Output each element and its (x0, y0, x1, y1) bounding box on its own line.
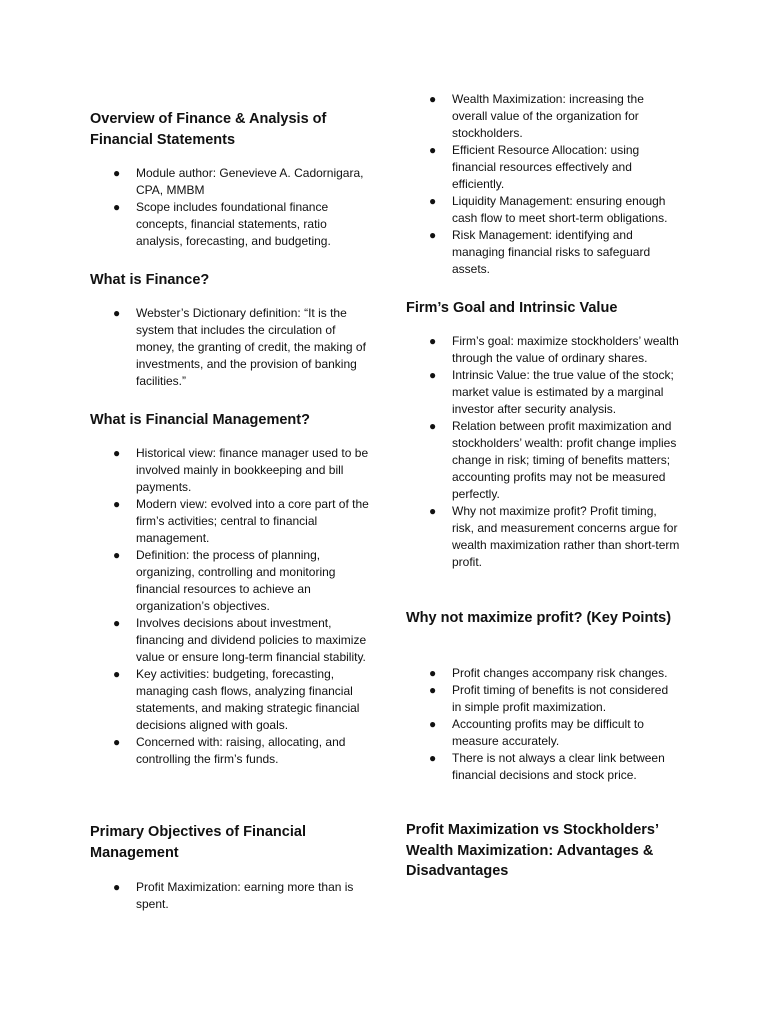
bullet-icon: ● (113, 200, 121, 214)
bullet-icon: ● (113, 306, 121, 320)
bullet-icon: ● (113, 616, 121, 630)
bullet-icon: ● (429, 368, 437, 382)
bullet-icon: ● (113, 166, 121, 180)
why-not-maximize-list (406, 665, 680, 784)
list-item: ● Accounting profits may be difficult to measure accurately. (429, 717, 644, 748)
bullet-icon: ● (429, 683, 437, 697)
bullet-icon: ● (429, 419, 437, 433)
objectives-heading: Primary Objectives of Financial Management (90, 824, 306, 861)
list-item: ● Concerned with: raising, allocating, and controlling the firm’s funds. (113, 735, 346, 766)
list-item: ● Efficient Resource Allocation: using financial resources effectively and efficiently. (429, 143, 640, 191)
bullet-icon: ● (429, 143, 437, 157)
financial-management-heading: What is Financial Management? (90, 412, 310, 428)
list-item: ● Firm’s goal: maximize stockholders’ wealth through the value of ordinary shares. (429, 334, 679, 365)
bullet-icon: ● (429, 717, 437, 731)
bullet-icon: ● (113, 446, 121, 460)
bullet-icon: ● (113, 548, 121, 562)
bullet-icon: ● (429, 194, 437, 208)
bullet-icon: ● (429, 504, 437, 518)
list-item: ● Liquidity Management: ensuring enough cash flow to meet short-term obligations. (429, 194, 668, 225)
list-item: ● Intrinsic Value: the true value of the stock; market value is estimated by a marginal investor after security analysis. (429, 368, 674, 416)
finance-heading: What is Finance? (90, 272, 210, 288)
bullet-icon: ● (113, 880, 121, 894)
list-item: ● Profit timing of benefits is not considered in simple profit maximization. (429, 683, 669, 714)
comparison-heading: Profit Maximization vs Stockholders’ Wealth Maximization: Advantages & Disadvantages (406, 822, 659, 879)
bullet-icon: ● (429, 666, 437, 680)
list-item: ● Definition: the process of planning, organizing, controlling and monitoring financial resources to achieve an organization’s objectives. (113, 548, 336, 613)
list-item: ● Webster’s Dictionary definition: “It is the system that includes the circulation of money, the granting of credit, the making of investments, and the provision of banking facilities.” (113, 306, 366, 388)
list-item: ● Profit Maximization: earning more than is spent. (113, 880, 354, 911)
bullet-icon: ● (113, 735, 121, 749)
bullet-icon: ● (429, 92, 437, 106)
firms-goal-list (406, 333, 680, 571)
list-item: ● There is not always a clear link between financial decisions and stock price. (429, 751, 665, 782)
objectives-continued-list (406, 91, 680, 278)
why-not-maximize-heading: Why not maximize profit? (Key Points) (406, 610, 672, 626)
list-item: ● Why not maximize profit? Profit timing, risk, and measurement concerns argue for wealth maximization rather than short-term profit. (429, 504, 680, 569)
list-item: ● Key activities: budgeting, forecasting, managing cash flows, analyzing financial statements, and making strategic financial decisions aligned with goals. (113, 667, 360, 732)
bullet-icon: ● (429, 334, 437, 348)
firms-goal-heading: Firm’s Goal and Intrinsic Value (406, 300, 618, 316)
objectives-list (90, 879, 370, 913)
list-item: ● Involves decisions about investment, financing and dividend policies to maximize value or ensure long-term financial stability. (113, 616, 367, 664)
bullet-icon: ● (429, 751, 437, 765)
overview-list (90, 165, 370, 250)
list-item: ● Module author: Genevieve A. Cadornigara, CPA, MMBM (113, 166, 364, 197)
bullet-icon: ● (429, 228, 437, 242)
list-item: ● Modern view: evolved into a core part of the firm’s activities; central to financial management. (113, 497, 369, 545)
list-item: ● Risk Management: identifying and managing financial risks to safeguard assets. (429, 228, 651, 276)
overview-heading: Overview of Finance & Analysis of Financial Statements (90, 111, 327, 148)
list-item: ● Scope includes foundational finance concepts, financial statements, ratio analysis, forecasting, and budgeting. (113, 200, 331, 248)
finance-list (90, 305, 370, 390)
list-item: ● Historical view: finance manager used to be involved mainly in bookkeeping and bill payments. (113, 446, 369, 494)
list-item: ● Relation between profit maximization and stockholders’ wealth: profit change implies change in risk; timing of benefits matters; accounting profits may not be measured perfectly. (429, 419, 677, 501)
bullet-icon: ● (113, 497, 121, 511)
financial-management-list (90, 445, 370, 768)
bullet-icon: ● (113, 667, 121, 681)
list-item: ● Wealth Maximization: increasing the overall value of the organization for stockholders. (429, 92, 644, 140)
list-item: ● Profit changes accompany risk changes. (429, 666, 668, 680)
